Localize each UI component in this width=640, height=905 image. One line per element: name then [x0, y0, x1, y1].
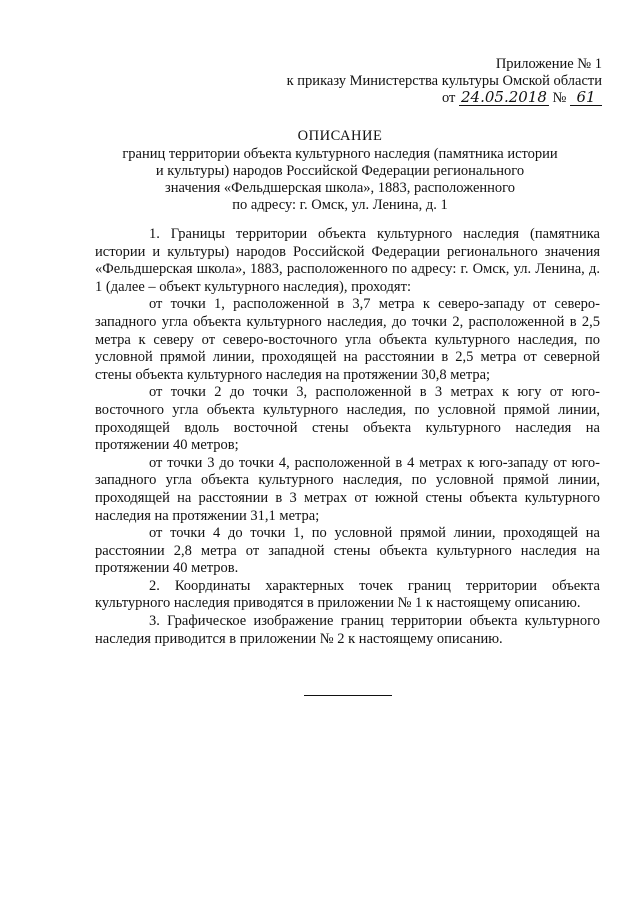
paragraph-segment-2-3: от точки 2 до точки 3, расположенной в 3 метрах к югу от юго-восточного угла объекта культурного наследия, по условной прямой линии, проходящей вдоль восточной стены объекта культурного наследия на протяжении 40 метров;: [95, 384, 600, 454]
order-number-prefix: №: [552, 90, 567, 106]
title-line-1: границ территории объекта культурного наследия (памятника истории: [122, 146, 558, 162]
end-separator-line: [304, 695, 392, 696]
paragraph-segment-1-2: от точки 1, расположенной в 3,7 метра к северо-западу от северо-западного угла объекта культурного наследия, до точки 2, расположенной в 2,5 метра к северу от северо-восточного угла объекта культурного наследия, по условной прямой линии, проходящей на расстоянии в 2,5 метра от северной стены объекта культурного наследия на протяжении 30,8 метра;: [95, 296, 600, 383]
paragraph-segment-3-4: от точки 3 до точки 4, расположенной в 4 метрах к юго-западу от юго-западного угла объекта культурного наследия, по условной прямой линии, проходящей на расстоянии в 3 метрах от южной стены объекта культурного наследия на протяжении 31,1 метра;: [95, 454, 600, 524]
paragraph-coordinates: 2. Координаты характерных точек границ территории объекта культурного наследия приводятся в приложении № 1 к настоящему описанию.: [95, 577, 600, 612]
document-body: [95, 226, 600, 648]
order-number-handwritten: 61: [570, 90, 602, 106]
title-line-4: по адресу: г. Омск, ул. Ленина, д. 1: [232, 197, 448, 213]
document-title: [40, 128, 640, 214]
title-line-3: значения «Фельдшерская школа», 1883, расположенного: [165, 180, 515, 196]
title-line-2: и культуры) народов Российской Федерации регионального: [155, 163, 525, 179]
appendix-header: [287, 56, 602, 107]
paragraph-graphic: 3. Графическое изображение границ территории объекта культурного наследия приводится в приложении № 2 к настоящему описанию.: [95, 613, 600, 647]
paragraph-segment-4-1: от точки 4 до точки 1, по условной прямой линии, проходящей на расстоянии 2,8 метра от западной стены объекта культурного наследия на протяжении 40 метров.: [95, 525, 600, 577]
order-date-handwritten: 24.05.2018: [461, 88, 547, 106]
appendix-order-details: [287, 90, 602, 107]
title-heading: ОПИСАНИЕ: [297, 128, 383, 144]
appendix-title: Приложение № 1: [495, 56, 602, 72]
order-date-prefix: от: [441, 90, 456, 106]
paragraph-boundaries: 1. Границы территории объекта культурного наследия (памятника истории и культуры) народов Российской Федерации регионального значения «Фельдшерская школа», 1883, расположенного по адресу: г. Омск, ул. Ленина, д. 1 (далее – объект культурного наследия), проходят:: [95, 226, 600, 295]
appendix-order-reference: к приказу Министерства культуры Омской области: [286, 73, 602, 89]
